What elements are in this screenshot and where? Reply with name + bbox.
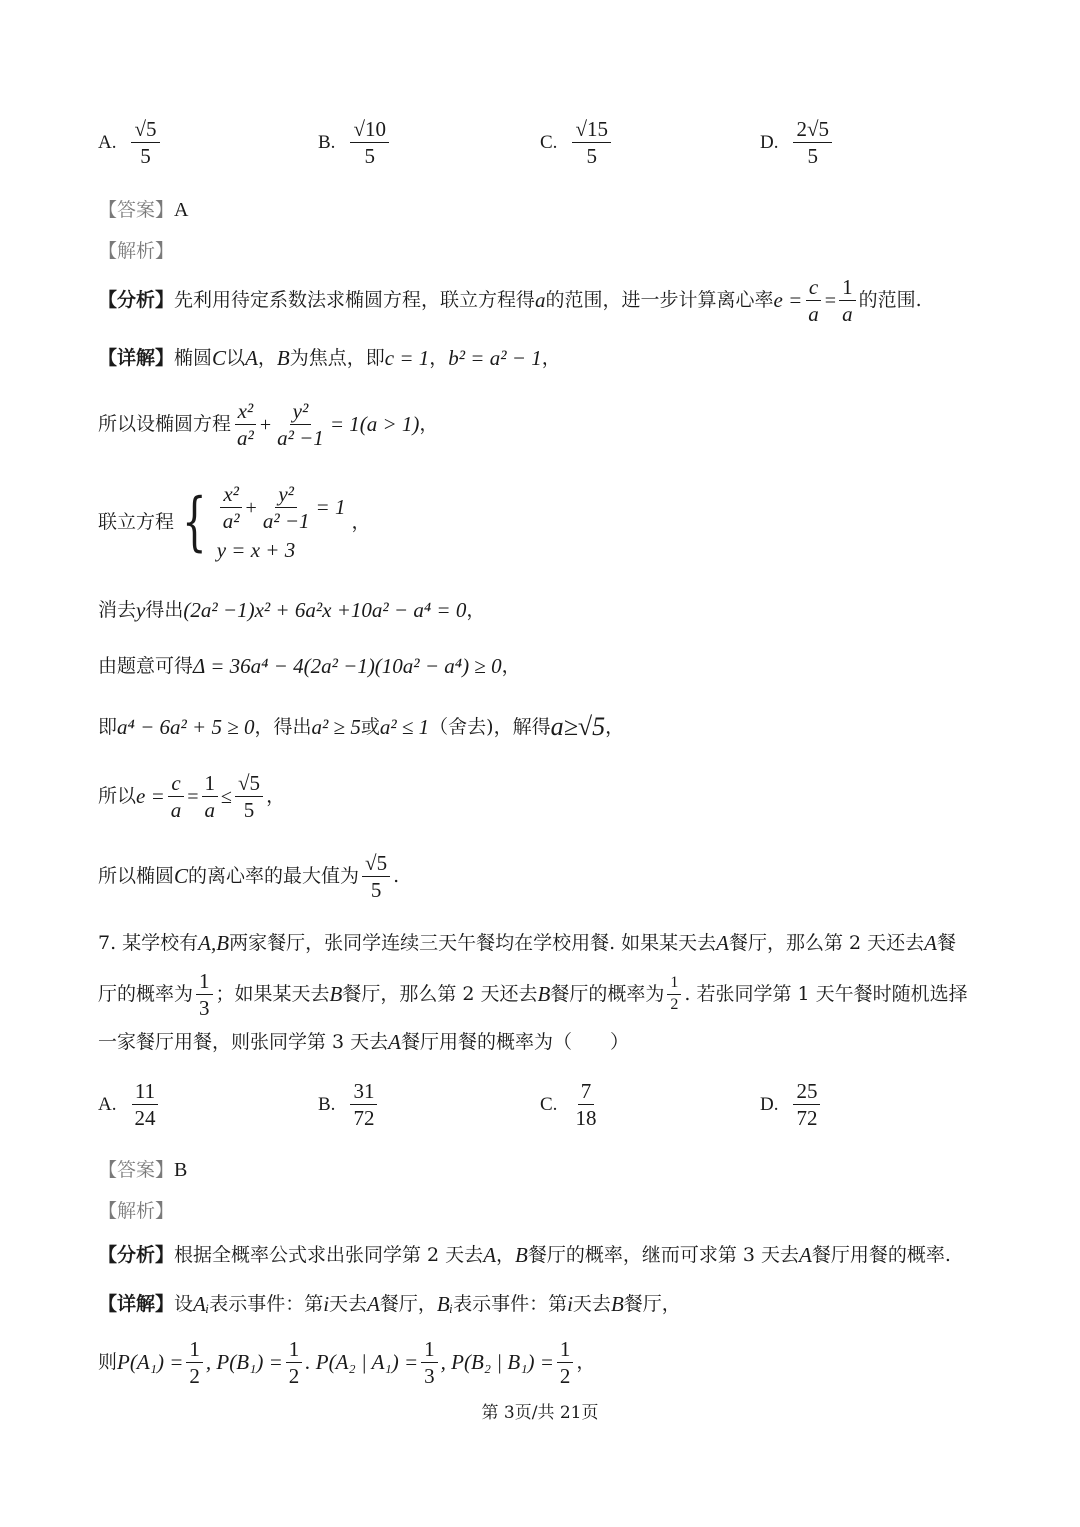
q7-answer: 【答案】 B [98, 1158, 188, 1181]
q6-detail: 【详解】 椭圆 C 以 A ， B 为焦点，即 c = 1 ， b² = a² − 1 ， [98, 346, 561, 370]
fraction: $\frac{\text{y²}}{\text{a² −1}}$ [277, 399, 324, 451]
fraction: $\frac{√5}{5}$ [131, 118, 159, 167]
q7-stem-line1: 7. 某学校有 A,B 两家餐厅，张同学连续三天午餐均在学校用餐. 如果某天去 A 餐厅，那么第 2 天还去 A 餐 [98, 931, 957, 955]
fraction: $\frac{1}{3}$ [421, 1338, 438, 1387]
fraction: $\frac{11}{24}$ [131, 1080, 158, 1129]
fraction: $\frac{1}{2}$ [557, 1338, 574, 1387]
q7-option-d: D. $\frac{25}{72}$ [760, 1080, 823, 1129]
page-footer: 第 3页/共 21页 [481, 1403, 599, 1423]
q7-option-c: C. $\frac{7}{18}$ [540, 1080, 602, 1129]
fraction: $\frac{1}{a}$ [202, 772, 219, 821]
q7-analysis: 【分析】 根据全概率公式求出张同学第 2 天去 A ， B 餐厅的概率，继而可求第 3 天去 A 餐厅用餐的概率. [98, 1243, 951, 1267]
fraction: $\frac{7}{18}$ [575, 1079, 597, 1131]
q6-analysis: 【分析】 先利用待定系数法求椭圆方程，联立方程得 a 的范围，进一步计算离心率 e = $\frac{c}{a}$ = $\frac{1}{a}$ 的范围. [98, 275, 922, 327]
q6-conclusion: 所以椭圆 C 的离心率的最大值为 $\frac{√5}{5}$ . [98, 851, 400, 903]
q7-jiexi: 【解析】 [98, 1200, 175, 1222]
q6-option-c: C. $\frac{√15}{5}$ [540, 118, 614, 167]
q6-eliminate: 消去 y 得出 (2a² −1)x² + 6a²x +10a² − a⁴ = 0 ， [98, 598, 486, 622]
q7-option-b: B. $\frac{31}{72}$ [318, 1080, 380, 1129]
q6-option-a: A. $\frac{√5}{5}$ [98, 118, 163, 167]
q6-option-d: D. $\frac{2√5}{5}$ [760, 118, 835, 167]
fraction: $\frac{c}{a}$ [168, 772, 185, 821]
q6-system: 联立方程 { $\frac{\text{x²}}{\text{a²}}$ + $\frac{\text{y²}}{\text{a² −1}}$ = 1 y = x + 3 ， [98, 482, 371, 563]
q6-discriminant: 由题意可得 Δ = 36a⁴ − 4(2a² −1)(10a² − a⁴) ≥ 0 ， [98, 654, 521, 678]
fraction: $\frac{\text{y²}}{\text{a² −1}}$ [262, 482, 310, 534]
fraction: $\frac{c}{a}$ [805, 276, 822, 325]
fraction: $\frac{√5}{5}$ [235, 772, 263, 821]
fraction: $\frac{√15}{5}$ [572, 118, 611, 167]
fraction: $\frac{2√5}{5}$ [793, 118, 832, 167]
fraction: $\frac{1}{2}$ [286, 1338, 303, 1387]
fraction: $\frac{31}{72}$ [350, 1080, 377, 1129]
fraction: $\frac{1}{3}$ [196, 970, 213, 1019]
fraction: $\frac{\text{x²}}{\text{a²}}$ [234, 400, 257, 449]
q6-answer: 【答案】 A [98, 198, 189, 221]
fraction: $\frac{√5}{5}$ [362, 852, 390, 901]
equation-system: { $\frac{\text{x²}}{\text{a²}}$ + $\frac{\text{y²}}{\text{a² −1}}$ = 1 y = x + 3 [182, 482, 346, 563]
brace: { [182, 485, 207, 560]
q6-jiexi: 【解析】 [98, 240, 175, 262]
fraction: $\frac{1}{2}$ [186, 1338, 203, 1387]
q6-eccentricity-bound: 所以 e = $\frac{c}{a}$ = $\frac{1}{a}$ ≤ $\frac{√5}{5}$ ， [98, 771, 286, 823]
q7-probabilities: 则 P(A₁) = $\frac{1}{2}$ , P(B₁) = $\frac{1}{2}$ . P(A₂ | A₁) = $\frac{1}{3}$ , P(B₂ | B₁) = $\frac{1}{2}$ ， [98, 1337, 596, 1389]
fraction: $\frac{1}{a}$ [839, 276, 856, 325]
q7-option-a: A. $\frac{11}{24}$ [98, 1080, 161, 1129]
fraction: $\frac{\text{x²}}{\text{a²}}$ [220, 483, 243, 532]
q7-detail: 【详解】 设 Aᵢ 表示事件：第 i 天去 A 餐厅， Bᵢ 表示事件：第 i 天去 B 餐厅， [98, 1292, 681, 1316]
fraction: $\frac{1}{2}$ [667, 975, 681, 1014]
fraction: $\frac{25}{72}$ [793, 1080, 820, 1129]
q6-option-b: B. $\frac{√10}{5}$ [318, 118, 392, 167]
fraction: $\frac{√10}{5}$ [350, 118, 389, 167]
q7-stem-line2: 厅的概率为 $\frac{1}{3}$ ；如果某天去 B 餐厅，那么第 2 天还去 B 餐厅的概率为 $\frac{1}{2}$ . 若张同学第 1 天午餐时随机选择 [98, 969, 968, 1021]
q7-stem-line3: 一家餐厅用餐，则张同学第 3 天去 A 餐厅用餐的概率为（ ） [98, 1030, 630, 1054]
q6-ellipse-equation: 所以设椭圆方程 $\frac{\text{x²}}{\text{a²}}$ + $\frac{\text{y²}}{\text{a² −1}}$ = 1(a > 1) ， [98, 399, 439, 451]
q6-inequality: 即 a⁴ − 6a² + 5 ≥ 0 ，得出 a² ≥ 5 或 a² ≤ 1 （舍去)，解得 a≥√5 ， [98, 712, 625, 741]
